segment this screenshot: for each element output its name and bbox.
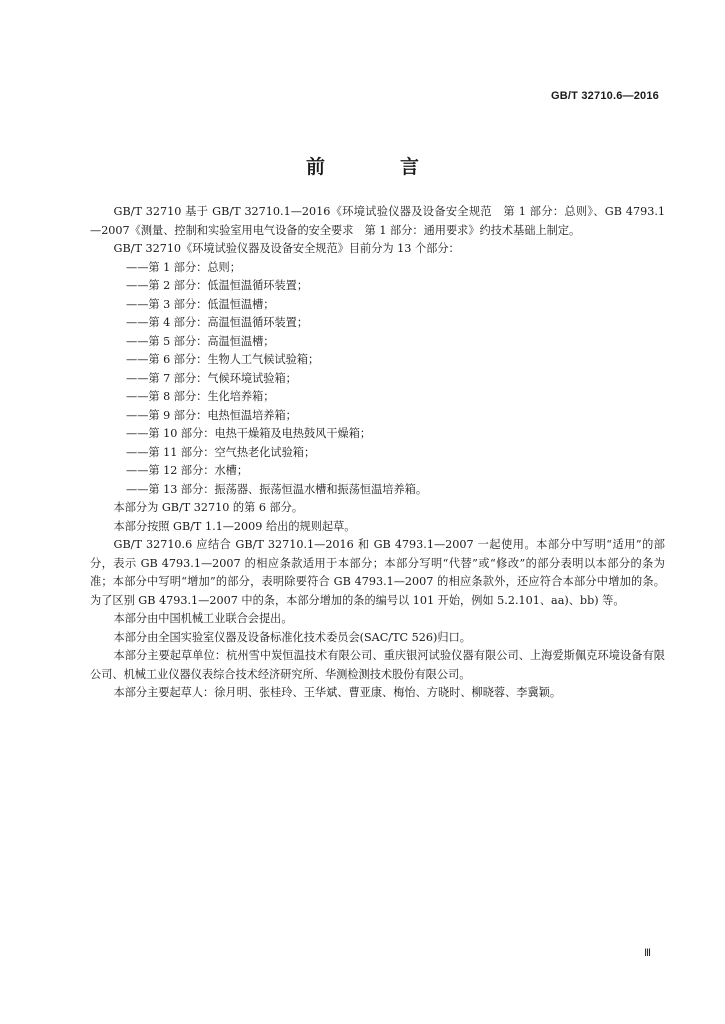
foreword-body <box>90 203 665 703</box>
parts-list <box>90 259 665 500</box>
list-item: ——第 11 部分：空气热老化试验箱； <box>126 445 316 459</box>
paragraph-part-number: 本部分为 GB/T 32710 的第 6 部分。 <box>113 501 304 514</box>
list-item: ——第 13 部分：振荡器、振荡恒温水槽和振荡恒温培养箱。 <box>126 482 428 496</box>
page-number: Ⅲ <box>644 948 651 959</box>
list-item: ——第 8 部分：生化培养箱； <box>126 390 275 403</box>
paragraph-drafting-units: 本部分主要起草单位：杭州雪中炭恒温技术有限公司、重庆银河试验仪器有限公司、上海爱斯佩克环境设备有限公司、机械工业仪器仪表综合技术经济研究所、华测检测技术股份有限公司。 <box>90 649 665 681</box>
page-title: 前 言 <box>305 156 447 178</box>
paragraph-proposer: 本部分由中国机械工业联合会提出。 <box>113 612 293 625</box>
paragraph-drafting-rules: 本部分按照 GB/T 1.1—2009 给出的规则起草。 <box>113 519 356 533</box>
list-item: ——第 6 部分：生物人工气候试验箱； <box>126 353 320 366</box>
list-item: ——第 5 部分：高温恒温槽； <box>126 334 275 348</box>
paragraph-basis: GB/T 32710 基于 GB/T 32710.1—2016《环境试验仪器及设备安全规范 第 1 部分：总则》、GB 4793.1—2007《测量、控制和实验室用电气设备的安全要求 第 1 部分：通用要求》约技术基础上制定。 <box>90 205 665 237</box>
paragraph-usage: GB/T 32710.6 应结合 GB/T 32710.1—2016 和 GB 4793.1—2007 一起使用。本部分中写明“适用”的部分，表示 GB 4793.1—2007 的相应条款适用于本部分；本部分写明“代替”或“修改”的部分表明以本部分的条为准；本部分中写明“增加”的部分，表明除要符合 GB 4793.1—2007 的相应条款外，还应符合本部分中增加的条。为了区别 GB 4793.1—2007 中的条，本部分增加的条的编号以 101 开始，例如 5.2.101、aa)、bb) 等。 <box>90 538 665 607</box>
list-item: ——第 10 部分：电热干燥箱及电热鼓风干燥箱； <box>126 427 372 440</box>
list-item: ——第 9 部分：电热恒温培养箱； <box>126 408 297 422</box>
list-item: ——第 12 部分：水槽； <box>126 464 249 477</box>
list-item: ——第 7 部分：气候环境试验箱； <box>126 371 297 385</box>
list-item: ——第 4 部分：高温恒温循环装置； <box>126 316 309 329</box>
paragraph-drafters: 本部分主要起草人：徐月明、张桂玲、王华斌、曹亚康、梅怡、方晓时、柳晓蓉、李冀颖。 <box>113 686 562 699</box>
list-item: ——第 2 部分：低温恒温循环装置； <box>126 279 309 292</box>
paragraph-parts-intro: GB/T 32710《环境试验仪器及设备安全规范》目前分为 13 个部分： <box>113 242 460 255</box>
list-item: ——第 3 部分：低温恒温槽； <box>126 297 275 311</box>
list-item: ——第 1 部分：总则； <box>126 260 241 274</box>
standard-code: GB/T 32710.6—2016 <box>551 90 659 102</box>
paragraph-committee: 本部分由全国实验室仪器及设备标准化技术委员会(SAC/TC 526)归口。 <box>113 630 471 644</box>
